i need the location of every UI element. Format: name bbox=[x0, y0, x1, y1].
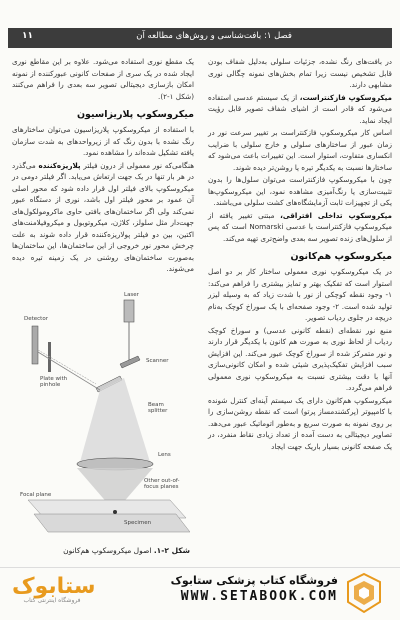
confocal-diagram-svg bbox=[20, 292, 190, 544]
specimen-shape bbox=[34, 514, 190, 532]
paragraph: یک مقطع نوری استفاده می‌شود. علاوه بر این مقاطع نوری ایجاد شده در یک سری از صفحات کانونی عبورکننده از نمونه امکان بازسازی دیجیتالی تصویر سه بعدی را فراهم می‌کنند (شکل ۱-۲). bbox=[12, 57, 194, 101]
paragraph bbox=[12, 160, 194, 275]
label-scanner: Scanner bbox=[146, 358, 169, 364]
chapter-title: فصل ۱: بافت‌شناسی و روش‌های مطالعه آن bbox=[136, 31, 292, 41]
logo-mark: ستابوک bbox=[12, 574, 96, 599]
paragraph-text: می‌گذرد در هر بار تنها در یک جهت ارتعاش می‌یابد. اگر فیلتر دومی در میکروسکوپ بالای فیلتر اول قرار داده شود که محور اصلی آن عمود بر محور فیلتر اول باشد، نوری از دستگاه عبور نمی‌کند ولی اگر ساختمان‌های بافتی حاوی ماکرومولکول‌های جهت‌دار مثل سلولز، کلاژن، میکروتوبول و میکروفیلامنت‌های اکتین، بین دو فیلتر پولاریزه‌کننده قرار داده شوند به علت چرخش محور نور خروجی از این ساختمان‌ها، این ساختمان‌ها به‌صورت ساختمان‌های روشنی در یک زمینه تیره دیده می‌شوند. bbox=[12, 160, 194, 273]
term-polarizer: پلاریزه‌کننده bbox=[38, 160, 81, 170]
store-name: فروشگاه کتاب پزشکی ستابوک bbox=[170, 574, 338, 587]
paragraph-text: مبتنی تغییر یافته از میکروسکوپ فازکنتراست با عدسی Nomarski است که پس از سلول‌های زنده تصویر سه بعدی واضح‌تری تهیه می‌کند. bbox=[208, 210, 392, 243]
section-heading-polarizing: میکروسکوپ پلاریزاسیون bbox=[76, 109, 194, 120]
label-lens: Lens bbox=[158, 452, 171, 458]
left-column bbox=[12, 56, 194, 276]
paragraph-text: از یک سیستم عدسی استفاده می‌شود که قادر است از اشیای شفاف تصویر قابل رؤیت ایجاد نماید. bbox=[208, 92, 392, 125]
setabook-logo[interactable] bbox=[12, 574, 132, 614]
caption-number: شکل ۲-۱. bbox=[153, 546, 190, 555]
paragraph: منبع نور نقطه‌ای (نقطه کانونی عدسی) و سوراخ کوچک ردیاب از لحاظ نوری به صورت هم کانون با یکدیگر قرار دارند و نور متمرکز شده از سوراخ کوچک عبور می‌کند. این افزایش سبب افزایش تفکیک‌پذیری شیئی شده و امکان کانونی‌سازی آنها با دقت بیشتری نسبت به میکروسکوپ نوری معمولی فراهم می‌گردد. bbox=[208, 325, 392, 392]
term-phase-contrast: میکروسکوپ فازکنتراست، bbox=[299, 92, 392, 102]
paragraph: در یک میکروسکوپ نوری معمولی ساختار کار بر دو اصل استوار است که تفکیک بهتر و تمایز بیشتری را فراهم می‌کند: ۱- وجود نقطه کوچکی از نور با شدت زیاد که به وسیله لیزر تولید شده است. ۲- وجود صفحه‌ای با یک سوراخ کوچک به‌نام دریچه در جلوی ردیاب تصویر. bbox=[208, 267, 392, 322]
label-other-planes: Other out-of-focus planes bbox=[144, 478, 180, 490]
paragraph: اساس کار میکروسکوپ فازکنتراست بر تغییر سرعت نور در زمان عبور از ساختارهای سلولی و خارج سلولی با ضرایب انکساری متفاوت، استوار است. این تغییرات باعث می‌شود که ساختارها نسبت به یکدیگر تیره یا روشن‌تر دیده شوند. bbox=[208, 128, 392, 172]
paragraph: در بافت‌های رنگ نشده، جزئیات سلولی به‌دلیل شفاف بودن قابل تشخیص نیست زیرا تمام بخش‌های نمونه چگالی نوری مشابهی دارند. bbox=[208, 57, 392, 89]
page-number: ۱۱ bbox=[22, 31, 33, 41]
page-header bbox=[8, 28, 392, 48]
figure-caption bbox=[20, 546, 190, 555]
detector-shape bbox=[32, 326, 38, 364]
paragraph-text: هنگامی‌که نور معمولی از درون فیلتر bbox=[83, 160, 194, 170]
laser-shape bbox=[124, 300, 134, 322]
paragraph bbox=[208, 92, 392, 127]
section-heading-confocal: میکروسکوپ هم‌کانون bbox=[290, 251, 392, 262]
paragraph: با استفاده از میکروسکوپ پلاریزاسیون می‌توان ساختارهای رنگ نشده با بدون رنگ که از زیرواحدهای به شدت سازمان یافته تشکیل شده‌اند را مشاهده نمود. bbox=[12, 125, 194, 157]
label-detector: Detector bbox=[24, 316, 48, 322]
label-specimen: Specimen bbox=[124, 520, 152, 526]
confocal-diagram bbox=[20, 292, 190, 544]
paragraph bbox=[208, 210, 392, 245]
footer-store-info bbox=[171, 574, 338, 604]
term-dic: میکروسکوپ تداخلی افتراقی، bbox=[280, 210, 392, 220]
footer-divider bbox=[0, 567, 400, 568]
label-focal-plane: Focal plane bbox=[20, 492, 52, 498]
seal-icon bbox=[344, 572, 384, 614]
caption-text: اصول میکروسکوپ هم‌کانون bbox=[63, 546, 152, 555]
store-url[interactable]: WWW.SETABOOK.COM bbox=[180, 589, 338, 604]
right-column bbox=[208, 56, 392, 453]
logo-subtitle: فروشگاه اینترنتی کتاب bbox=[23, 597, 81, 604]
label-plate: Plate with pinhole bbox=[40, 376, 68, 388]
paragraph: میکروسکوپ هم‌کانون دارای یک سیستم آینه‌ای کنترل شونده با کامپیوتر (پرکشندمساز پرتو) است که نقطه روشن‌سازی را بر روی نمونه به صورت سریع و به‌طور اتوماتیک عبور می‌دهد. تصاویر دیجیتالی به دست آمده از تعداد زیادی نقاط منفرد، در یک صفحه کانونی بسیار باریک جهت ایجاد bbox=[208, 395, 392, 451]
label-laser: Laser bbox=[124, 292, 139, 298]
paragraph: چون با میکروسکوپ فازکنتراست می‌توان سلول‌ها را بدون تثبیت‌سازی یا رنگ‌آمیزی مشاهده نمود، این میکروسکوپ‌ها یکی از تجهیزات ثابت آزمایشگاه‌های کشت سلولی می‌باشند. bbox=[208, 175, 392, 207]
label-beam-splitter: Beam splitter bbox=[148, 402, 168, 414]
